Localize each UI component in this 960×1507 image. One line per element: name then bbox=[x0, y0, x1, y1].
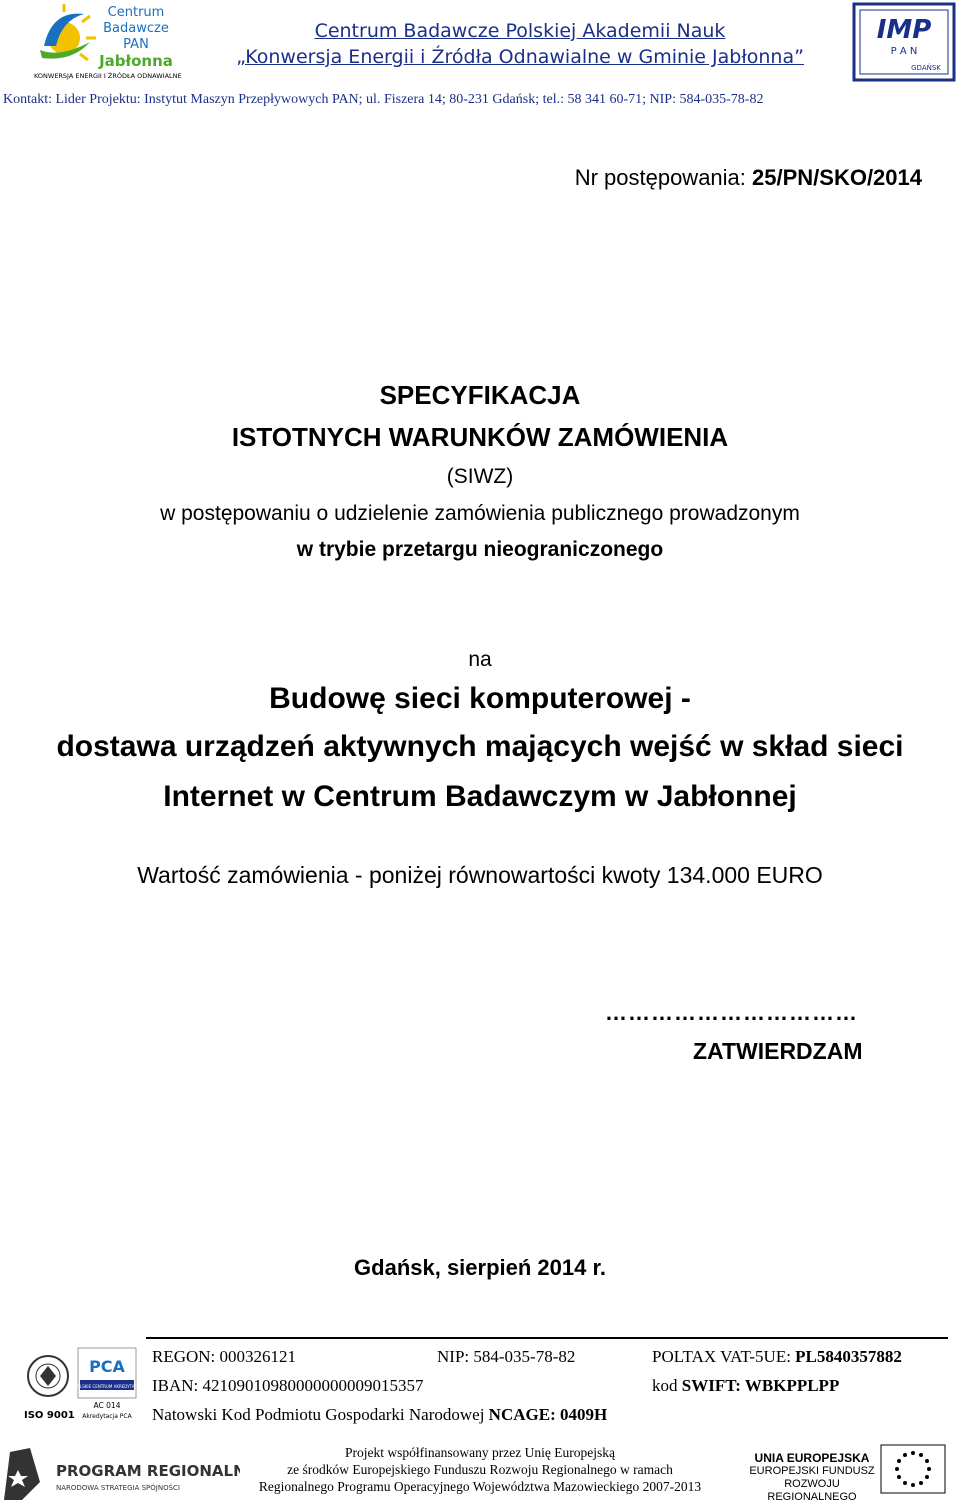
title-line3: (SIWZ) bbox=[446, 465, 514, 488]
logo-text-5: KONWERSJA ENERGII I ŹRÓDŁA ODNAWIALNE bbox=[34, 72, 182, 80]
signature-line: …………………………… bbox=[605, 1000, 858, 1025]
logo-text-2: Badawcze bbox=[103, 21, 169, 36]
project-line1: Projekt współfinansowany przez Unię Europejską bbox=[345, 1445, 615, 1460]
regon-value: 000326121 bbox=[219, 1347, 297, 1366]
contact-line: Kontakt: Lider Projektu: Instytut Maszyn Przepływowych PAN; ul. Fiszera 14; 80-231 Gdańsk; tel.: 58 341 60-71; NIP: 584-035-78-82 bbox=[3, 92, 764, 107]
pca-text: PCA bbox=[89, 1357, 125, 1376]
project-line2: ze środków Europejskiego Funduszu Rozwoju Regionalnego w ramach bbox=[287, 1462, 673, 1477]
ncage-value: NCAGE: 0409H bbox=[488, 1405, 608, 1424]
eu-fund-text bbox=[748, 1452, 876, 1504]
swift-label: kod bbox=[652, 1376, 682, 1395]
eu-line3: ROZWOJU REGIONALNEGO bbox=[767, 1478, 857, 1503]
title-line4: w postępowaniu o udzielenie zamówienia publicznego prowadzonym bbox=[160, 502, 800, 525]
subject-line2: dostawa urządzeń aktywnych mających wejść w skład sieci bbox=[56, 730, 904, 763]
iban-value: 42109010980000000009015357 bbox=[202, 1376, 424, 1395]
eu-flag-icon bbox=[880, 1444, 946, 1494]
project-note bbox=[240, 1444, 720, 1495]
program-name: PROGRAM REGIONALNY bbox=[56, 1462, 240, 1480]
eu-line1: UNIA EUROPEJSKA bbox=[754, 1451, 870, 1465]
eu-line2: EUROPEJSKI FUNDUSZ bbox=[749, 1465, 875, 1477]
vat-value: PL5840357882 bbox=[795, 1347, 902, 1366]
header-title bbox=[230, 18, 810, 70]
case-number-value: 25/PN/SKO/2014 bbox=[752, 165, 922, 190]
iso-text: ISO 9001 bbox=[24, 1410, 75, 1421]
program-regionalny-logo bbox=[0, 1442, 240, 1502]
swift bbox=[652, 1376, 839, 1396]
nip bbox=[437, 1347, 575, 1367]
title-line5: w trybie przetargu nieograniczonego bbox=[296, 538, 664, 561]
subject-line3: Internet w Centrum Badawczym w Jabłonnej bbox=[163, 780, 797, 813]
pan-text: P A N bbox=[890, 46, 918, 57]
imp-pan-logo bbox=[852, 2, 956, 82]
akredytacja-text: Akredytacja PCA bbox=[82, 1413, 132, 1420]
title-line1: SPECYFIKACJA bbox=[379, 380, 581, 410]
subject-line1: Budowę sieci komputerowej - bbox=[269, 682, 691, 715]
iso-seal-icon bbox=[28, 1356, 68, 1396]
iban-label: IBAN: bbox=[152, 1376, 203, 1395]
approval-label: ZATWIERDZAM bbox=[693, 1038, 863, 1064]
subject-prefix: na bbox=[468, 648, 492, 671]
title-line2: ISTOTNYCH WARUNKÓW ZAMÓWIENIA bbox=[231, 422, 729, 452]
gdansk-text: GDAŃSK bbox=[911, 64, 941, 72]
vat bbox=[652, 1347, 902, 1367]
vat-label: POLTAX VAT-5UE: bbox=[652, 1347, 796, 1366]
pca-sub-text: POLSKIE CENTRUM AKREDYTACJI bbox=[74, 1384, 140, 1389]
program-sub: NARODOWA STRATEGIA SPÓJNOŚCI bbox=[56, 1484, 180, 1492]
iso-pca-logos bbox=[22, 1342, 140, 1422]
logo-text-1: Centrum bbox=[107, 5, 165, 20]
logo-text-4: Jabłonna bbox=[99, 52, 173, 70]
nip-value: 584-035-78-82 bbox=[473, 1347, 576, 1366]
logo-text-3: PAN bbox=[123, 37, 149, 52]
case-number bbox=[575, 165, 922, 191]
place-date: Gdańsk, sierpień 2014 r. bbox=[354, 1255, 606, 1280]
centrum-badawcze-logo bbox=[32, 2, 202, 80]
ncage bbox=[152, 1405, 607, 1425]
project-line3: Regionalnego Programu Operacyjnego Województwa Mazowieckiego 2007-2013 bbox=[258, 1479, 702, 1494]
footer-divider bbox=[146, 1337, 948, 1339]
star-map-icon bbox=[4, 1448, 40, 1500]
regon bbox=[152, 1347, 296, 1367]
sun-icon bbox=[40, 4, 96, 60]
ac-text: AC 014 bbox=[93, 1401, 121, 1410]
header-title-line1: Centrum Badawcze Polskiej Akademii Nauk bbox=[314, 20, 726, 42]
case-number-label: Nr postępowania: bbox=[574, 165, 753, 190]
header-title-line2: „Konwersja Energii i Źródła Odnawialne w Gminie Jabłonna” bbox=[236, 46, 804, 68]
ncage-label: Natowski Kod Podmiotu Gospodarki Narodowej bbox=[152, 1405, 489, 1424]
regon-label: REGON: bbox=[152, 1347, 220, 1366]
swift-value: SWIFT: WBKPPLPP bbox=[681, 1376, 840, 1395]
imp-text: IMP bbox=[876, 15, 932, 45]
nip-label: NIP: bbox=[437, 1347, 474, 1366]
value-note: Wartość zamówienia - poniżej równowartości kwoty 134.000 EURO bbox=[137, 862, 823, 888]
iban bbox=[152, 1376, 424, 1396]
